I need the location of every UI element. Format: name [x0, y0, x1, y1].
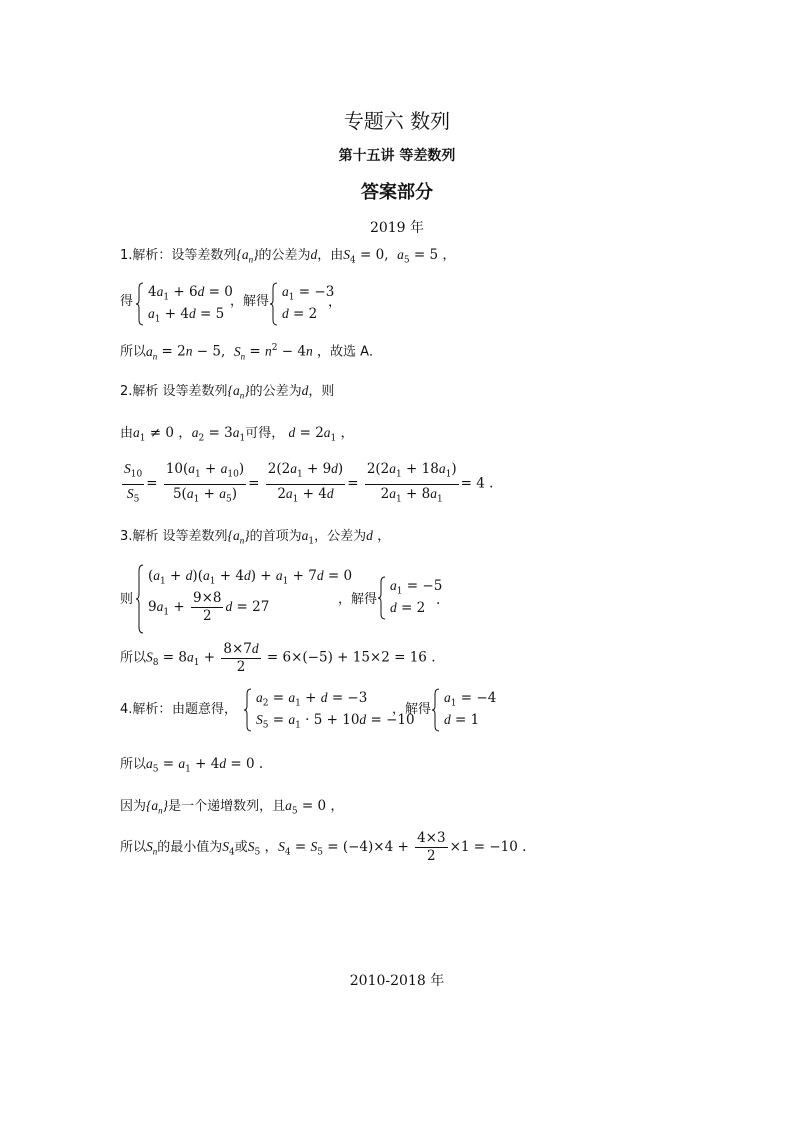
- solution-number: 2.解析: [120, 384, 159, 399]
- equation-system: $a_2 = a_1 + d = -3$ $S_5 = a_1 \cdot 5 + 10d = -10$: [244, 688, 404, 732]
- solution-number: 3.解析: [120, 529, 159, 544]
- solution-4-minimum: 所以$S_n$的最小值为$S_4$或$S_5$ ，$S_4 = S_5 = (-4)\times 4$ + $\frac{4\times 3}{2}$ ×1 = −10 .: [120, 830, 527, 864]
- solution-system: $a_1 = -3$ d = 2: [270, 282, 350, 326]
- solution-number: 4.解析：: [120, 702, 172, 717]
- equation-system: $(a_1 + d)(a_1 + 4d) + a_1 + 7d = 0$ $9a_1$ + $\frac{9\times 8}{2}$ d = 27: [136, 564, 346, 634]
- solution-4-increasing: 因为$\{a_n\}$是一个递增数列，且$a_5 = 0$ ，: [120, 798, 344, 817]
- solution-3-conclusion: 所以$S_8 = 8a_1$ + $\frac{8\times 7d}{2}$ = 6×(−5) + 15×2 = 16 .: [120, 641, 436, 675]
- solution-1-conclusion: 所以$a_n = 2n - 5$, $S_n = n^2 - 4n$ ，故选 A．: [120, 343, 383, 362]
- lecture-title: 第十五讲 等差数列: [338, 148, 456, 164]
- solution-4-a5: 所以$a_5 = a_1 + 4d = 0$ .: [120, 756, 264, 775]
- solution-1-intro: 1.解析：设等差数列$\{a_n\}$的公差为d，由$S_4 = 0$, $a_5 = 5$ ，: [120, 247, 456, 266]
- year-heading-2010-2018: 2010-2018 年: [349, 973, 445, 989]
- solution-system: $a_1 = -4$ d = 1: [432, 688, 512, 732]
- solution-number: 1.解析：: [120, 248, 172, 263]
- solution-2-intro: 2.解析 设等差数列$\{a_n\}$的公差为d，则: [120, 383, 335, 401]
- answer-title: 答案部分: [361, 182, 433, 203]
- document-page: 专题六 数列 第十五讲 等差数列 答案部分 2019 年 1.解析：设等差数列$\{a_n\}$的公差为d，由$S_4 = 0$, $a_5 = 5$ ， 得 $4a_1 + 6d = 0$ $a_1 + 4d = 5$ ，解得 $a_1 = -3$ d = 2 ， 所以$a_n = 2n - 5$, $S_n = n^2 - 4n$ ，故选 A． 2.解析 设等差数列$\{a_n\}$的公差为d，则 由$a_1 \ne 0$ ，$a_2 = 3a_1$可得， $d = 2a_1$ ， $\frac{S_{10}}{S_5}$ = $\frac{10(a_1 + a_{10})}{5(a_1 + a_5)}$ = $\frac{2(2a_1 + 9d)}{2a_1 + 4d}$ = $\frac{2(2a_1 + 18a_1)}{2a_1 + 8a_1}$ = 4 . 3.解析 设等差数列$\{a_n\}$的首项为$a_1$，公差为d ， 则 $(a_1 + d)(a_1 + 4d) + a_1 + 7d = 0$ $9a_1$ + $\frac{9\times 8}{2}$ d = 27 ，解得 $a_1 = -5$ d = 2 . 所以$S_8 = 8a_1$ + $\frac{8\times 7d}{2}$ = 6×(−5) + 15×2 = 16 . 4.解析： 由题意得， $a_2 = a_1 + d = -3$ $S_5 = a_1 \cdot 5 + 10d = -10$ ，解得 $a_1 = -4$ d = 1 所以$a_5 = a_1 + 4d = 0$ . 因为$\{a_n\}$是一个递增数列，且$a_5 = 0$ ， 所以$S_n$的最小值为$S_4$或$S_5$ ，$S_4 = S_5 = (-4)\times 4$ + $\frac{4\times 3}{2}$ ×1 = −10 . 2010-2018 年: [0, 0, 794, 1123]
- solution-3-intro: 3.解析 设等差数列$\{a_n\}$的首项为$a_1$，公差为d ，: [120, 528, 391, 547]
- year-heading-2019: 2019 年: [369, 220, 425, 236]
- topic-title: 专题六 数列: [343, 109, 451, 133]
- solution-2-condition: 由$a_1 \ne 0$ ，$a_2 = 3a_1$可得， $d = 2a_1$ ，: [120, 425, 355, 444]
- solution-2-ratio: $\frac{S_{10}}{S_5}$ = $\frac{10(a_1 + a_{10})}{5(a_1 + a_5)}$ = $\frac{2(2a_1 + 9d)}{2a_1 + 4d}$ = $\frac{2(2a_1 + 18a_1)}{2a_1 + 8a_1}$ = 4 .: [124, 461, 494, 505]
- solution-system: $a_1 = -5$ d = 2: [378, 576, 458, 620]
- equation-system: $4a_1 + 6d = 0$ $a_1 + 4d = 5$: [136, 282, 246, 326]
